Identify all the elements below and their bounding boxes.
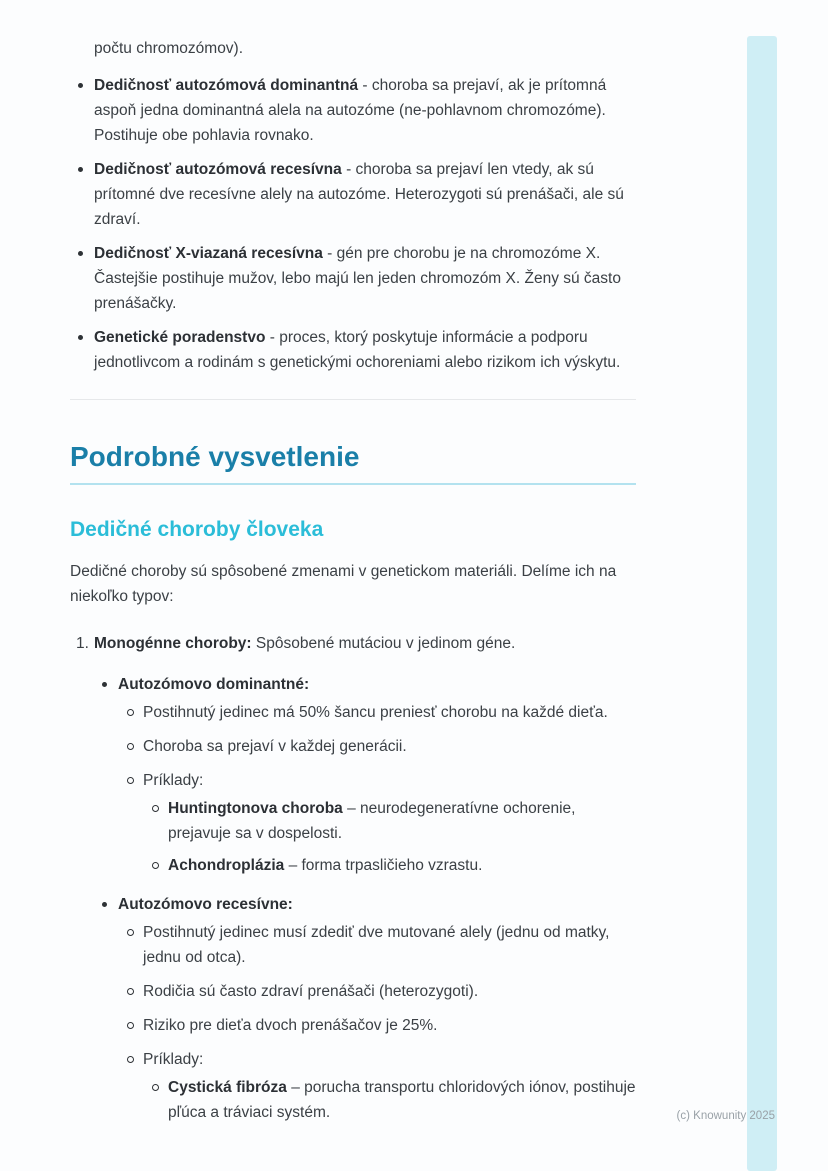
bullet-icon	[78, 335, 83, 340]
term: Genetické poradenstvo	[94, 329, 266, 346]
points-list	[118, 920, 636, 1072]
examples-list	[118, 1075, 636, 1125]
definition: – forma trpasličieho vzrastu.	[284, 857, 483, 874]
bullet-icon	[102, 902, 107, 907]
definition: - gén pre chorobu je na chromozóme X. Častejšie postihuje mužov, lebo majú len jeden chromozóm X. Ženy sú často prenášačky.	[94, 245, 621, 312]
term: Cystická fibróza	[168, 1079, 287, 1096]
paragraph-fragment: počtu chromozómov).	[94, 40, 244, 57]
definition: – porucha transportu chloridových iónov, postihuje pľúca a tráviaci systém.	[168, 1079, 636, 1121]
subgroup-autosomal-dominant	[94, 672, 636, 878]
examples-list	[118, 796, 636, 878]
circle-bullet-icon	[127, 929, 134, 936]
definition: – neurodegeneratívne ochorenie, prejavuje sa v dospelosti.	[168, 800, 576, 842]
copyright-notice: (c) Knowunity 2025	[676, 1110, 775, 1122]
list-item-text	[94, 73, 636, 148]
subgroup-title	[118, 672, 636, 697]
list-item	[118, 700, 636, 725]
list-item	[118, 920, 636, 970]
circle-bullet-icon	[127, 1022, 134, 1029]
bullet-icon	[78, 167, 83, 172]
subgroup-autosomal-recessive	[94, 892, 636, 1125]
list-item-text	[94, 325, 636, 375]
list-item	[118, 979, 636, 1004]
definition: - choroba sa prejaví len vtedy, ak sú prítomné dve recesívne alely na autozóme. Heterozygoti sú prenášači, ale sú zdraví.	[94, 161, 624, 228]
example-text	[168, 796, 636, 846]
list-item-text	[94, 157, 636, 232]
circle-bullet-icon	[127, 988, 134, 995]
list-item	[70, 325, 636, 375]
term: Dedičnosť autozómová recesívna	[94, 161, 342, 178]
subgroup-title	[118, 892, 636, 917]
points-list	[118, 700, 636, 793]
list-item	[118, 768, 636, 793]
list-item	[118, 1047, 636, 1072]
section-divider	[70, 399, 636, 400]
definition: Spôsobené mutáciou v jedinom géne.	[251, 635, 516, 652]
subgroup-title-text: Autozómovo dominantné:	[118, 676, 310, 693]
term: Achondroplázia	[168, 857, 285, 874]
inheritance-types-list	[70, 73, 636, 375]
example-text	[168, 1075, 636, 1125]
bullet-icon	[78, 251, 83, 256]
term: Monogénne choroby:	[94, 635, 252, 652]
definition: - choroba sa prejaví, ak je prítomná aspoň jedna dominantná alela na autozóme (ne-pohlavnom chromozóme). Postihuje obe pohlavia rovnako.	[94, 77, 607, 144]
circle-bullet-icon	[127, 709, 134, 716]
page-content	[70, 36, 636, 1139]
list-item	[143, 853, 636, 878]
list-item	[70, 241, 636, 316]
intro-paragraph: Dedičné choroby sú spôsobené zmenami v genetickom materiáli. Delíme ich na niekoľko typov:	[70, 563, 617, 605]
circle-bullet-icon	[152, 862, 159, 869]
circle-bullet-icon	[127, 1056, 134, 1063]
list-item-text	[94, 241, 636, 316]
list-item	[143, 796, 636, 846]
list-item	[118, 734, 636, 759]
list-item	[118, 1013, 636, 1038]
list-item	[70, 157, 636, 232]
subgroups-list	[94, 672, 636, 1125]
bullet-icon	[102, 682, 107, 687]
numbered-item-monogenic	[70, 631, 636, 1125]
circle-bullet-icon	[152, 805, 159, 812]
example-text	[168, 853, 636, 878]
point-text: Rodičia sú často zdraví prenášači (heterozygoti).	[143, 983, 479, 1000]
numbered-item-text	[94, 631, 636, 656]
list-item	[70, 73, 636, 148]
definition: - proces, ktorý poskytuje informácie a podporu jednotlivcom a rodinám s genetickými ochoreniami alebo rizikom ich výskytu.	[94, 329, 621, 371]
term: Dedičnosť autozómová dominantná	[94, 77, 359, 94]
section-title: Podrobné vysvetlenie	[70, 440, 636, 485]
bullet-icon	[78, 83, 83, 88]
point-text: Riziko pre dieťa dvoch prenášačov je 25%.	[143, 1017, 438, 1034]
term: Huntingtonova choroba	[168, 800, 343, 817]
point-text: Choroba sa prejaví v každej generácii.	[143, 738, 407, 755]
point-text: Postihnutý jedinec má 50% šancu preniesť chorobu na každé dieťa.	[143, 704, 608, 721]
circle-bullet-icon	[152, 1084, 159, 1091]
point-text: Postihnutý jedinec musí zdediť dve mutované alely (jednu od matky, jednu od otca).	[143, 924, 610, 966]
subsection-title: Dedičné choroby človeka	[70, 518, 324, 541]
term: Dedičnosť X-viazaná recesívna	[94, 245, 323, 262]
circle-bullet-icon	[127, 743, 134, 750]
list-item	[143, 1075, 636, 1125]
subgroup-title-text: Autozómovo recesívne:	[118, 896, 293, 913]
circle-bullet-icon	[127, 777, 134, 784]
number-marker: 1.	[76, 635, 89, 652]
page-edge-accent-bar	[747, 36, 777, 1171]
point-text: Príklady:	[143, 772, 204, 789]
point-text: Príklady:	[143, 1051, 204, 1068]
